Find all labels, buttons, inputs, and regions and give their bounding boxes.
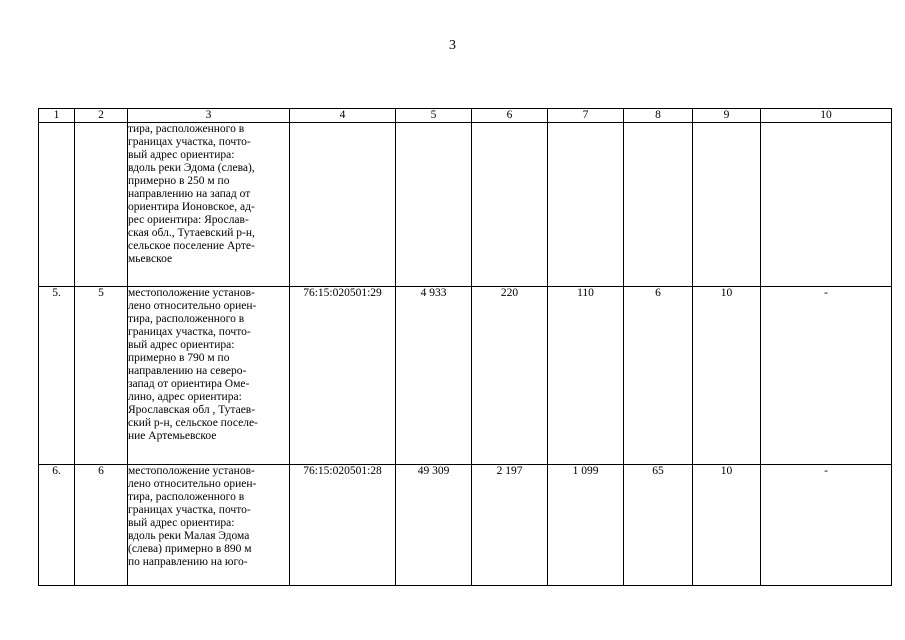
description-line: тира, расположенного в — [128, 491, 245, 503]
row-ordinal: 5. — [39, 287, 75, 465]
header-cell-5: 5 — [396, 109, 472, 123]
cell-col-8: 65 — [624, 465, 693, 586]
cell-col-5: 4 933 — [396, 287, 472, 465]
description-line: по направлению на юго- — [128, 556, 248, 568]
description-line: тира, расположенного в — [128, 313, 245, 325]
header-cell-1: 1 — [39, 109, 75, 123]
location-description — [128, 287, 290, 465]
cell-col-9: 10 — [693, 465, 761, 586]
description-line: лено относительно ориен- — [128, 478, 257, 490]
table-row — [39, 287, 892, 465]
cell-col-7 — [548, 123, 624, 287]
cell-col-10: - — [761, 465, 892, 586]
cadastral-number: 76:15:020501:28 — [290, 465, 396, 586]
description-line: примерно в 250 м по — [128, 175, 230, 187]
cell-col-10 — [761, 123, 892, 287]
description-line: вый адрес ориентира: — [128, 339, 235, 351]
cadastral-number: 76:15:020501:29 — [290, 287, 396, 465]
row-ordinal: 6. — [39, 465, 75, 586]
description-line: запад от ориентира Оме- — [128, 378, 250, 390]
description-line: границах участка, почто- — [128, 326, 251, 338]
cell-col-9 — [693, 123, 761, 287]
description-line: вый адрес ориентира: — [128, 149, 235, 161]
table-row — [39, 465, 892, 586]
description-line: местоположение установ- — [128, 287, 255, 299]
description-line: местоположение установ- — [128, 465, 255, 477]
table-row — [39, 123, 892, 287]
location-description — [128, 123, 290, 287]
header-cell-3: 3 — [128, 109, 290, 123]
row-number: 6 — [75, 465, 128, 586]
header-cell-4: 4 — [290, 109, 396, 123]
description-line: сельское поселение Арте- — [128, 240, 255, 252]
cell-col-6: 220 — [472, 287, 548, 465]
header-cell-8: 8 — [624, 109, 693, 123]
description-line: направлению на запад от — [128, 188, 251, 200]
cell-col-8 — [624, 123, 693, 287]
row-ordinal — [39, 123, 75, 287]
page-number: 3 — [449, 38, 456, 53]
location-description — [128, 465, 290, 586]
cell-col-6: 2 197 — [472, 465, 548, 586]
header-cell-6: 6 — [472, 109, 548, 123]
description-line: Ярославская обл , Тутаев- — [128, 404, 256, 416]
cell-col-5: 49 309 — [396, 465, 472, 586]
header-cell-7: 7 — [548, 109, 624, 123]
header-cell-10: 10 — [761, 109, 892, 123]
cell-col-6 — [472, 123, 548, 287]
cell-col-7: 1 099 — [548, 465, 624, 586]
description-line: тира, расположенного в — [128, 123, 245, 135]
cell-col-10: - — [761, 287, 892, 465]
description-line: ориентира Ионовское, ад- — [128, 201, 255, 213]
header-cell-2: 2 — [75, 109, 128, 123]
description-line: мьевское — [128, 253, 173, 265]
description-line: ние Артемьевское — [128, 430, 217, 442]
description-line: лено относительно ориен- — [128, 300, 257, 312]
registry-table — [38, 108, 892, 586]
row-number: 5 — [75, 287, 128, 465]
header-cell-9: 9 — [693, 109, 761, 123]
cell-col-5 — [396, 123, 472, 287]
description-line: ский р-н, сельское поселе- — [128, 417, 258, 429]
description-line: вдоль реки Эдома (слева), — [128, 162, 255, 174]
description-line: (слева) примерно в 890 м — [128, 543, 252, 555]
description-line: вдоль реки Малая Эдома — [128, 530, 250, 542]
description-line: примерно в 790 м по — [128, 352, 230, 364]
row-number — [75, 123, 128, 287]
cell-col-9: 10 — [693, 287, 761, 465]
description-line: ская обл., Тутаевский р-н, — [128, 227, 255, 239]
description-line: границах участка, почто- — [128, 136, 251, 148]
cell-col-8: 6 — [624, 287, 693, 465]
description-line: рес ориентира: Ярослав- — [128, 214, 249, 226]
description-line: направлению на северо- — [128, 365, 247, 377]
description-line: границах участка, почто- — [128, 504, 251, 516]
header-row — [39, 109, 892, 123]
cell-col-7: 110 — [548, 287, 624, 465]
cadastral-number — [290, 123, 396, 287]
description-line: лино, адрес ориентира: — [128, 391, 242, 403]
description-line: вый адрес ориентира: — [128, 517, 235, 529]
